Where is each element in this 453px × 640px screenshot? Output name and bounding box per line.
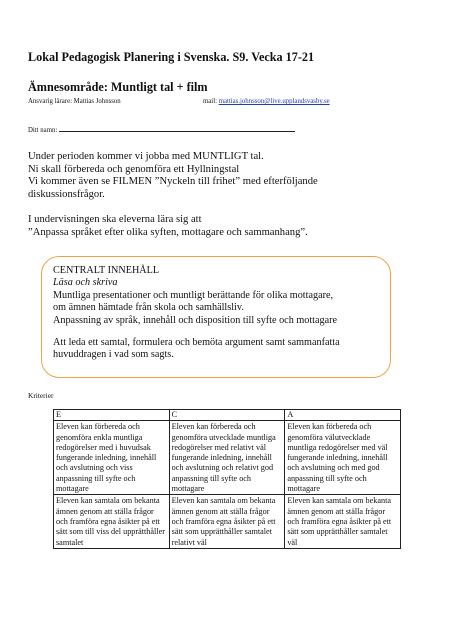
central-content-line: Anpassning av språk, innehåll och disposition till syfte och mottagare [53, 314, 338, 326]
intro-line: Vi kommer även se FILMEN ”Nyckeln till frihet” med efterföljande [28, 176, 318, 188]
central-content [53, 265, 393, 362]
central-content-heading: CENTRALT INNEHÅLL [53, 265, 160, 276]
central-content-subheading: Läsa och skriva [53, 277, 118, 289]
grade-header-a: A [285, 410, 401, 421]
intro-line: diskussionsfrågor. [28, 188, 105, 200]
intro-line: Under perioden kommer vi jobba med MUNTLIGT tal. [28, 151, 264, 162]
criteria-cell: Eleven kan förbereda och genomföra utvecklade muntliga redogörelser med relativt väl fungerande inledning, innehåll och avslutning och relativt god anpassning till syfte och mottagare [169, 421, 285, 495]
table-header-row [54, 410, 401, 421]
mail-label: mail: [203, 98, 217, 105]
intro-text [28, 151, 428, 239]
central-content-line: huvuddragen i vad som sagts. [53, 349, 174, 361]
table-row [54, 421, 401, 495]
criteria-cell: Eleven kan förbereda och genomföra välutvecklade muntliga redogörelser med väl fungerande inledning, innehåll och avslutning och med god anpassning till syfte och mottagare [285, 421, 401, 495]
name-underline[interactable] [59, 124, 295, 132]
criteria-cell: Eleven kan samtala om bekanta ämnen genom att ställa frågor och framföra egna åsikter på ett sätt som till viss del upprätthåller samtalet [54, 495, 170, 548]
criteria-label: Kriterier [28, 391, 54, 400]
grade-header-c: C [169, 410, 285, 421]
central-content-line: Att leda ett samtal, formulera och bemöta argument samt sammanfatta [53, 337, 340, 349]
criteria-cell: Eleven kan förbereda och genomföra enkla muntliga redogörelser med i huvudsak fungerande inledning, innehåll och avslutning och viss anpassning till syfte och mottagare [54, 421, 170, 495]
teacher-info [28, 98, 428, 105]
mail-link[interactable]: mattias.johnsson@live.upplandsvasby.se [218, 98, 330, 105]
subject-heading: Ämnesområde: Muntligt tal + film [28, 80, 208, 94]
intro-line: Ni skall förbereda och genomföra ett Hyllningstal [28, 163, 240, 175]
teaching-line: I undervisningen ska eleverna lära sig att [28, 213, 202, 225]
teaching-line: ”Anpassa språket efter olika syften, mottagare och sammanhang”. [28, 226, 308, 238]
mail-info [203, 98, 330, 105]
teacher-label: Ansvarig lärare: Mattias Johnsson [28, 98, 121, 105]
central-content-line: Muntliga presentationer och muntligt berättande för olika mottagare, [53, 289, 334, 301]
criteria-table [53, 409, 401, 549]
grade-header-e: E [54, 410, 170, 421]
name-field [28, 124, 295, 134]
central-content-line: om ämnen hämtade från skola och samhällsliv. [53, 302, 244, 314]
table-row [54, 495, 401, 548]
page-title: Lokal Pedagogisk Planering i Svenska. S9. Vecka 17-21 [28, 50, 315, 64]
criteria-cell: Eleven kan samtala om bekanta ämnen genom att ställa frågor och framföra egna åsikter på ett sätt som upprätthåller samtalet relativt väl [169, 495, 285, 548]
name-label: Ditt namn: [28, 127, 58, 134]
criteria-cell: Eleven kan samtala om bekanta ämnen genom att ställa frågor och framföra egna åsikter på ett sätt som upprätthåller samtalet väl [285, 495, 401, 548]
